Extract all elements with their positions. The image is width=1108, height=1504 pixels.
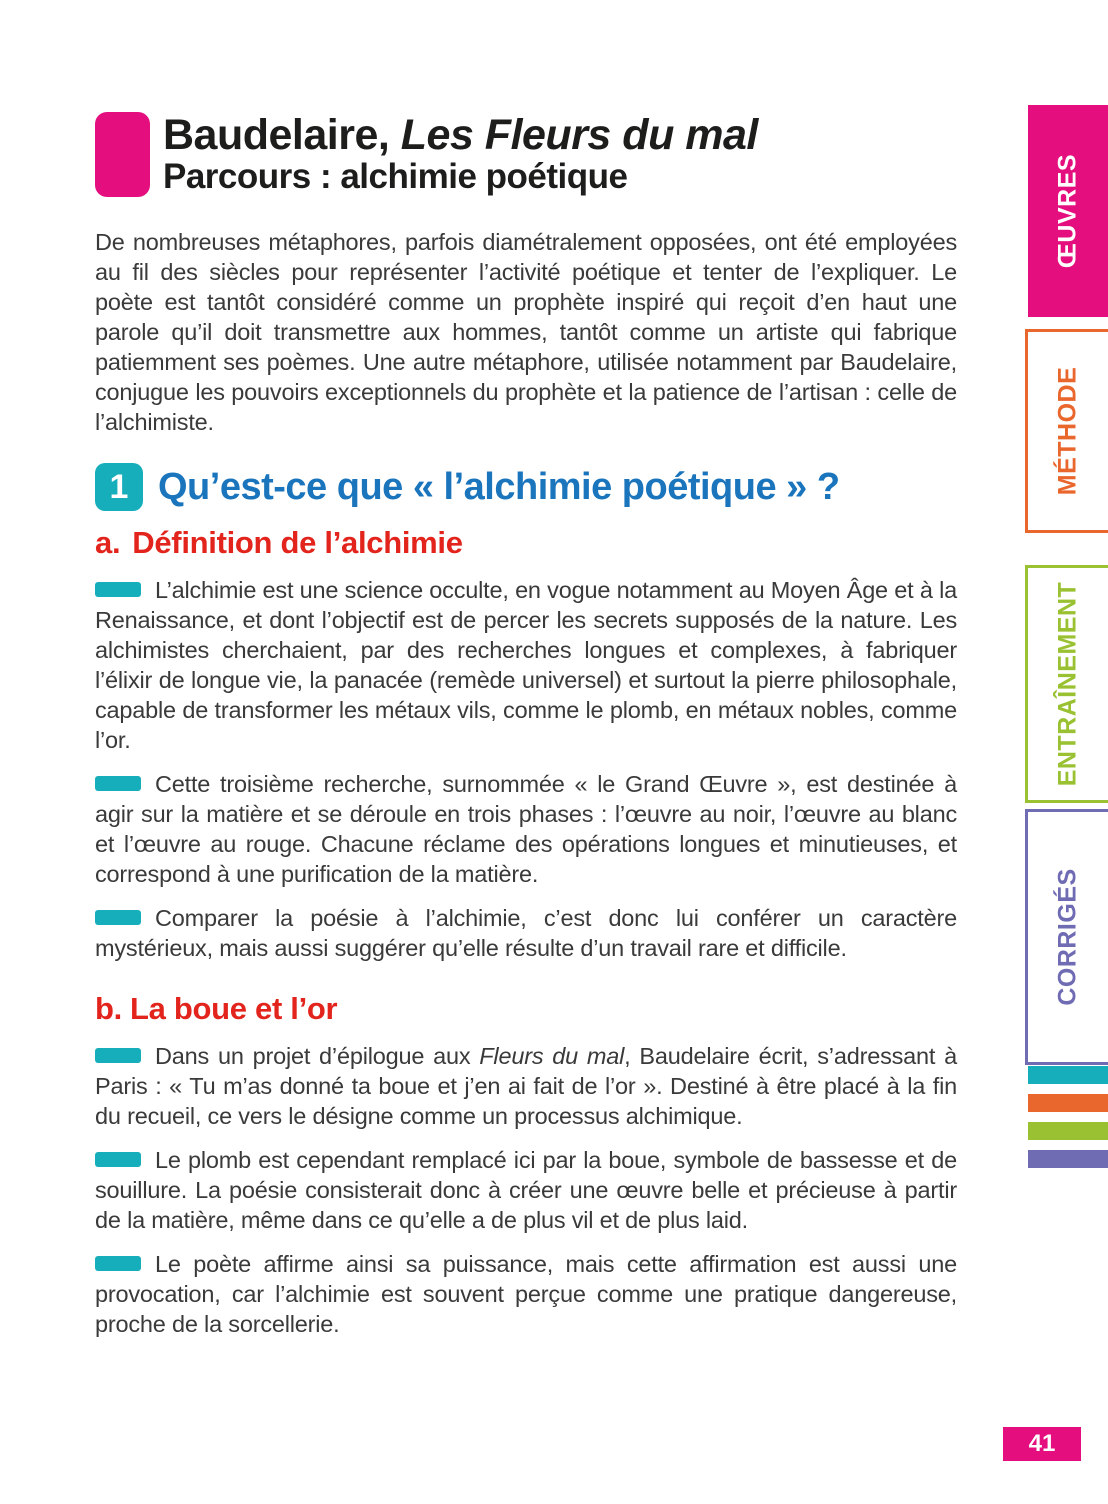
paragraph-text: L’alchimie est une science occulte, en vogue notamment au Moyen Âge et à la Renaissance, et dont l’objectif est de percer les secrets supposés de la nature. Les alchimistes cherchaient, par des recherches longues et complexes, à fabriquer l’élixir de longue vie, la panacée (remède universel) et surtout la pierre philosophale, capable de transformer les métaux vils, comme le plomb, en métaux nobles, comme l’or.	[95, 577, 957, 753]
chapter-color-block	[95, 112, 150, 197]
bullet-marker	[95, 1048, 141, 1063]
subsection-b	[95, 991, 957, 1339]
rail-color-bar-teal	[1028, 1066, 1108, 1084]
section-1-heading	[95, 463, 957, 511]
paragraph-text: Comparer la poésie à l’alchimie, c’est donc lui conférer un caractère mystérieux, mais aussi suggérer qu’elle résulte d’un travail rare et difficile.	[95, 905, 957, 961]
paragraph	[95, 575, 957, 755]
tab-entrainement	[1025, 565, 1108, 803]
tab-corriges	[1025, 809, 1108, 1065]
paragraph-italic-work-title: Fleurs du mal	[479, 1043, 625, 1069]
bullet-marker	[95, 582, 141, 597]
page-number-badge: 41	[1003, 1427, 1081, 1461]
subsection-a-heading	[95, 525, 957, 561]
rail-color-bar-purple	[1028, 1150, 1108, 1168]
section-number-badge: 1	[95, 463, 143, 511]
paragraph-text: Le plomb est cependant remplacé ici par la boue, symbole de bassesse et de souillure. La poésie consisterait donc à créer une œuvre belle et précieuse à partir de la matière, même dans ce qu’elle a de plus vil et de plus laid.	[95, 1147, 957, 1233]
bullet-marker	[95, 1152, 141, 1167]
paragraph-text-segment: , Baudelaire écrit, s’adressant à Paris : « Tu m’as donné ta boue et j’en ai fait de l’or ». Destiné à être placé à la fin du recueil, ce vers le désigne comme un processus alchimique.	[95, 1043, 957, 1129]
paragraph	[95, 903, 957, 963]
subsection-b-prefix: b.	[95, 991, 122, 1026]
bullet-marker	[95, 776, 141, 791]
subsection-a-prefix: a.	[95, 525, 121, 560]
tab-methode-label: MÉTHODE	[1053, 366, 1082, 496]
tab-oeuvres	[1028, 105, 1108, 317]
tab-methode	[1025, 329, 1108, 533]
chapter-title	[163, 112, 758, 158]
rail-color-bar-orange	[1028, 1094, 1108, 1112]
paragraph-text: Le poète affirme ainsi sa puissance, mais cette affirmation est aussi une provocation, car l’alchimie est souvent perçue comme une pratique dangereuse, proche de la sorcellerie.	[95, 1251, 957, 1337]
paragraph	[95, 1041, 957, 1131]
main-column	[95, 112, 957, 1339]
chapter-title-author: Baudelaire,	[163, 111, 401, 159]
paragraph-text-segment: Dans un projet d’épilogue aux	[155, 1043, 480, 1069]
chapter-header	[95, 112, 957, 197]
paragraph	[95, 1145, 957, 1235]
subsection-b-title: La boue et l’or	[129, 991, 338, 1026]
subsection-b-heading	[95, 991, 957, 1027]
paragraph	[95, 1249, 957, 1339]
intro-paragraph: De nombreuses métaphores, parfois diamétralement opposées, ont été employées au fil des siècles pour représenter l’activité poétique et tenter de l’expliquer. Le poète est tantôt considéré comme un prophète inspiré qui reçoit d’en haut une parole qu’il doit transmettre aux hommes, tantôt comme un artiste qui fabrique patiemment ses poèmes. Une autre métaphore, utilisée notamment par Baudelaire, conjugue les pouvoirs exceptionnels du prophète et la patience de l’artisan : celle de l’alchimiste.	[95, 229, 957, 435]
bullet-marker	[95, 910, 141, 925]
paragraph	[95, 769, 957, 889]
chapter-title-work: Les Fleurs du mal	[400, 111, 758, 159]
chapter-subtitle: Parcours : alchimie poétique	[163, 157, 628, 196]
tab-corriges-label: CORRIGÉS	[1053, 868, 1082, 1006]
tab-oeuvres-label: ŒUVRES	[1053, 153, 1082, 269]
bullet-marker	[95, 1256, 141, 1271]
tab-entrainement-label: ENTRAÎNEMENT	[1053, 581, 1082, 787]
subsection-a-title: Définition de l’alchimie	[132, 525, 463, 560]
section-title: Qu’est-ce que « l’alchimie poétique » ?	[158, 465, 840, 508]
chapter-titles	[163, 112, 758, 196]
paragraph-text: Cette troisième recherche, surnommée « le Grand Œuvre », est destinée à agir sur la matière et se déroule en trois phases : l’œuvre au noir, l’œuvre au blanc et l’œuvre au rouge. Chacune réclame des opérations longues et minutieuses, et correspond à une purification de la matière.	[95, 771, 957, 887]
rail-color-bar-green	[1028, 1122, 1108, 1140]
